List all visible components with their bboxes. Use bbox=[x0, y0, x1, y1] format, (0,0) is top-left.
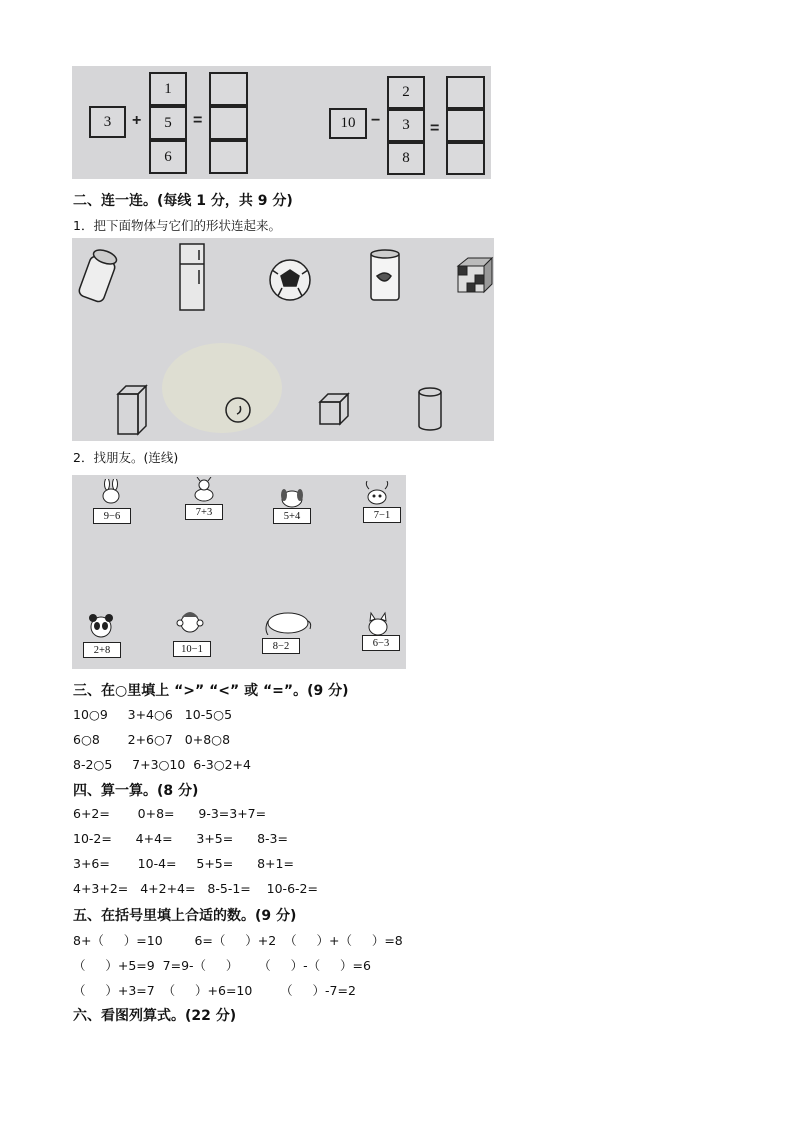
friend-card-bottom-2[interactable]: 10−1 bbox=[173, 641, 211, 657]
friend-card-top-3[interactable]: 5+4 bbox=[273, 508, 311, 524]
answer-box-right-3 bbox=[446, 142, 485, 175]
addend-box-1: 1 bbox=[149, 72, 187, 106]
subtrahend-box-2: 3 bbox=[387, 109, 425, 142]
section-4-line-4: 4+3+2= 4+2+4= 8-5-1= 10-6-2= bbox=[73, 881, 318, 896]
section-3-title: 三、在○里填上 “>” “<” 或 “=”。(9 分) bbox=[73, 683, 349, 699]
addend-box-3: 6 bbox=[149, 140, 187, 174]
section-2-title: 二、连一连。(每线 1 分，共 9 分) bbox=[73, 193, 293, 209]
monkey-icon bbox=[175, 609, 205, 635]
find-friends-figure bbox=[72, 475, 406, 669]
football-icon bbox=[270, 260, 310, 300]
addend-box-2: 5 bbox=[149, 106, 187, 140]
answer-box-right-1 bbox=[446, 76, 485, 109]
start-box-right: 10 bbox=[329, 108, 367, 139]
cuboid-shape-icon bbox=[118, 386, 146, 434]
subtrahend-box-1: 2 bbox=[387, 76, 425, 109]
subtrahend-box-3: 8 bbox=[387, 142, 425, 175]
goat-icon bbox=[189, 477, 219, 503]
friend-card-top-4[interactable]: 7−1 bbox=[363, 507, 401, 523]
answer-box-left-3 bbox=[209, 140, 248, 174]
friend-card-bottom-3[interactable]: 8−2 bbox=[262, 638, 300, 654]
section-2-question-2: 2．找朋友。(连线) bbox=[73, 450, 179, 465]
start-box-left: 3 bbox=[89, 106, 126, 138]
friend-card-bottom-1[interactable]: 2+8 bbox=[83, 642, 121, 658]
cow-icon bbox=[362, 481, 392, 507]
panda-icon bbox=[86, 613, 116, 639]
plus-sign: + bbox=[132, 112, 142, 129]
dog-icon bbox=[277, 483, 307, 509]
section-4-line-3: 3+6= 10-4= 5+5= 8+1= bbox=[73, 856, 294, 871]
section-5-line-1: 8+（ ）=10 6=（ ）+2 （ ）+（ ）=8 bbox=[73, 933, 403, 948]
can-icon bbox=[78, 247, 119, 303]
cube-shape-icon bbox=[320, 394, 348, 424]
minus-sign: − bbox=[371, 112, 381, 129]
section-4-title: 四、算一算。(8 分) bbox=[73, 783, 199, 799]
friend-card-top-1[interactable]: 9−6 bbox=[93, 508, 131, 524]
drink-can-icon bbox=[371, 250, 399, 300]
objects-shapes-drawing bbox=[72, 238, 494, 441]
section-5-line-2: （ ）+5=9 7=9-（ ） （ ）-（ ）=6 bbox=[73, 958, 371, 973]
friend-card-top-2[interactable]: 7+3 bbox=[185, 504, 223, 520]
section-3-line-2: 6○8 2+6○7 0+8○8 bbox=[73, 732, 231, 747]
section-3-line-1: 10○9 3+4○6 10-5○5 bbox=[73, 707, 233, 722]
number-machine-figure bbox=[72, 66, 491, 179]
equals-sign-left: = bbox=[193, 112, 203, 129]
cat-icon bbox=[363, 611, 393, 637]
answer-box-left-2 bbox=[209, 106, 248, 140]
refrigerator-icon bbox=[180, 244, 204, 310]
elephant-icon bbox=[262, 609, 312, 635]
cylinder-shape-icon bbox=[419, 388, 441, 430]
objects-shapes-figure bbox=[72, 238, 494, 441]
section-5-line-3: （ ）+3=7 （ ）+6=10 （ ）-7=2 bbox=[73, 983, 356, 998]
section-3-line-3: 8-2○5 7+3○10 6-3○2+4 bbox=[73, 757, 251, 772]
rubik-cube-icon bbox=[458, 258, 492, 292]
section-6-title: 六、看图列算式。(22 分) bbox=[73, 1008, 237, 1024]
section-4-line-1: 6+2= 0+8= 9-3=3+7= bbox=[73, 806, 267, 821]
rabbit-icon bbox=[96, 479, 126, 505]
friend-card-bottom-4[interactable]: 6−3 bbox=[362, 635, 400, 651]
section-4-line-2: 10-2= 4+4= 3+5= 8-3= bbox=[73, 831, 288, 846]
answer-box-right-2 bbox=[446, 109, 485, 142]
equals-sign-right: = bbox=[430, 120, 440, 137]
section-2-question-1: 1．把下面物体与它们的形状连起来。 bbox=[73, 218, 281, 233]
section-5-title: 五、在括号里填上合适的数。(9 分) bbox=[73, 908, 297, 924]
answer-box-left-1 bbox=[209, 72, 248, 106]
